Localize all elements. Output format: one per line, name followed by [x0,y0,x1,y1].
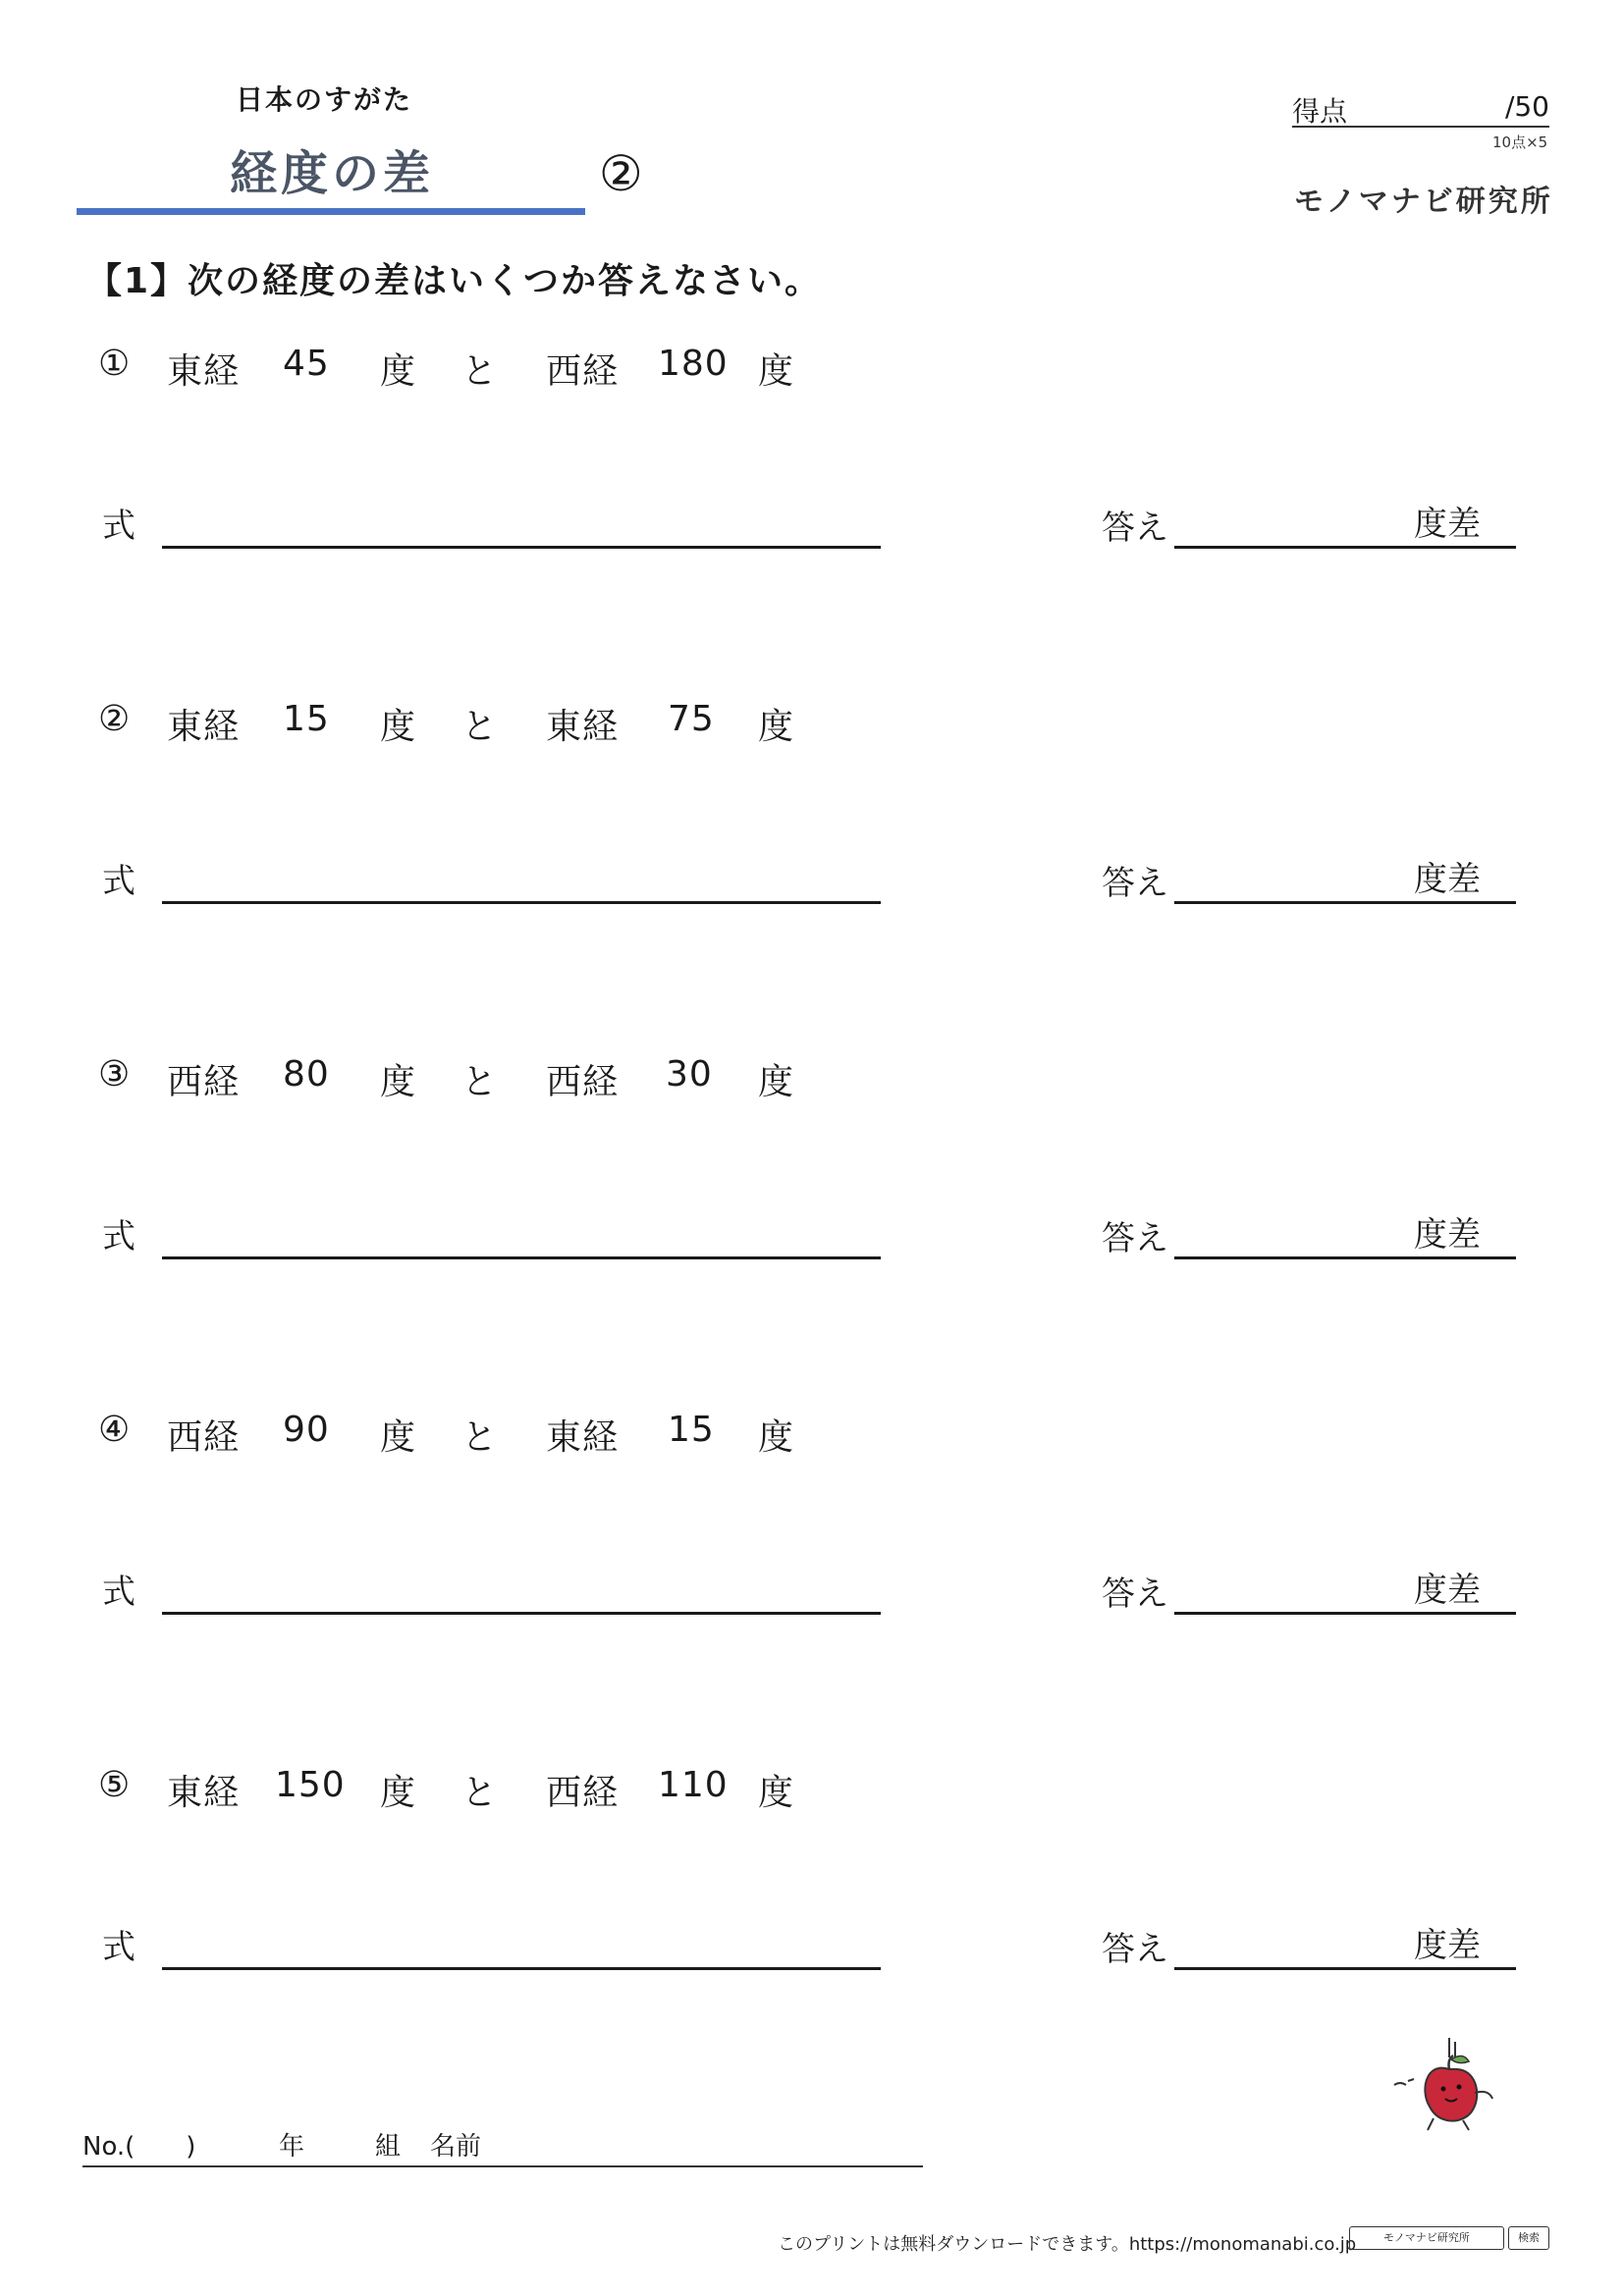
apple-mascot-icon [1386,2032,1512,2140]
degree-1: 150 [275,1765,346,1805]
formula-answer-line-2[interactable] [162,901,881,904]
degree-1: 15 [283,699,330,739]
degree-2: 180 [658,344,729,384]
formula-label: 式 [102,862,135,901]
answer-unit: 度差 [1414,1215,1481,1255]
student-info-row [82,2126,923,2167]
answer-label: 答え [1102,1575,1168,1614]
direction-2: 東経 [546,707,620,747]
direction-1: 西経 [167,1062,241,1102]
answer-blank-4[interactable] [1174,1612,1516,1615]
unit-2: 度 [758,351,795,392]
formula-answer-line-5[interactable] [162,1967,881,1970]
number-field[interactable]: No.( ) [82,2132,196,2162]
unit-1: 度 [380,351,417,392]
unit-2: 度 [758,1062,795,1102]
formula-label: 式 [102,507,135,546]
answer-label: 答え [1102,1930,1168,1969]
answer-blank-1[interactable] [1174,546,1516,549]
degree-1: 45 [283,344,330,384]
question-number: ③ [98,1054,132,1095]
question-number: ④ [98,1410,132,1450]
question-number: ① [98,344,132,384]
question-number: ② [98,699,132,739]
answer-blank-2[interactable] [1174,901,1516,904]
worksheet-subtitle: 日本のすがた [236,83,413,116]
direction-1: 東経 [167,351,241,392]
formula-answer-line-4[interactable] [162,1612,881,1615]
formula-label: 式 [102,1573,135,1612]
worksheet-title: 経度の差 [230,146,435,201]
direction-2: 西経 [546,1773,620,1813]
degree-1: 90 [283,1410,330,1450]
search-box: モノマナビ研究所 [1349,2226,1504,2250]
direction-2: 西経 [546,351,620,392]
unit-1: 度 [380,1773,417,1813]
title-underline [77,208,585,215]
unit-1: 度 [380,707,417,747]
unit-2: 度 [758,1773,795,1813]
year-label: 年 [279,2132,305,2162]
degree-2: 110 [658,1765,729,1805]
formula-answer-line-1[interactable] [162,546,881,549]
score-label: 得点 [1292,95,1348,128]
answer-label: 答え [1102,864,1168,903]
degree-2: 30 [666,1054,713,1095]
answer-unit: 度差 [1414,1571,1481,1610]
score-total: /50 [1504,90,1549,123]
instruction: 【1】次の経度の差はいくつか答えなさい。 [86,261,823,301]
conjunction: と [461,1417,499,1458]
conjunction: と [461,1773,499,1813]
conjunction: と [461,1062,499,1102]
degree-1: 80 [283,1054,330,1095]
class-label: 組 [375,2132,402,2162]
question-number: ⑤ [98,1765,132,1805]
formula-label: 式 [102,1928,135,1967]
unit-2: 度 [758,707,795,747]
answer-unit: 度差 [1414,860,1481,899]
download-notice: このプリントは無料ダウンロードできます。https://monomanabi.co.jp [778,2234,1357,2255]
degree-2: 75 [668,699,715,739]
score-box [1292,90,1549,128]
direction-1: 西経 [167,1417,241,1458]
brand-logo: モノマナビ研究所 [1294,185,1553,219]
formula-label: 式 [102,1217,135,1256]
direction-1: 東経 [167,707,241,747]
answer-label: 答え [1102,1219,1168,1258]
worksheet-number: ② [599,145,643,202]
unit-1: 度 [380,1062,417,1102]
conjunction: と [461,707,499,747]
name-label: 名前 [430,2132,482,2162]
direction-2: 東経 [546,1417,620,1458]
conjunction: と [461,351,499,392]
formula-answer-line-3[interactable] [162,1256,881,1259]
unit-2: 度 [758,1417,795,1458]
answer-blank-3[interactable] [1174,1256,1516,1259]
answer-unit: 度差 [1414,505,1481,544]
degree-2: 15 [668,1410,715,1450]
search-button: 検索 [1508,2226,1549,2250]
direction-1: 東経 [167,1773,241,1813]
score-note: 10点×5 [1492,133,1548,151]
direction-2: 西経 [546,1062,620,1102]
unit-1: 度 [380,1417,417,1458]
answer-blank-5[interactable] [1174,1967,1516,1970]
answer-unit: 度差 [1414,1926,1481,1965]
answer-label: 答え [1102,508,1168,548]
